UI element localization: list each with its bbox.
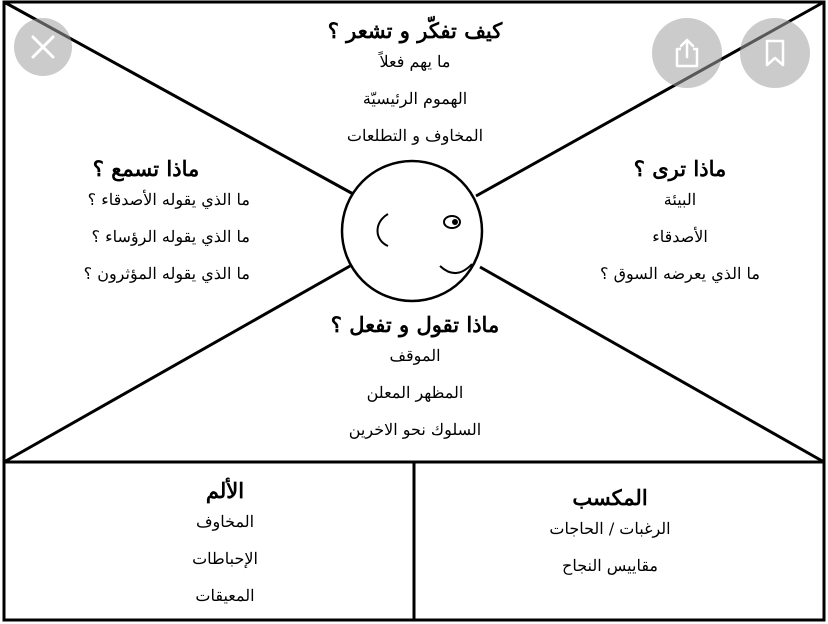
hear-item: ما الذي يقوله الرؤساء ؟ [91, 227, 250, 246]
hear-item: ما الذي يقوله المؤثرون ؟ [83, 264, 250, 283]
pain-section [140, 478, 310, 623]
say-do-item: المظهر المعلن [366, 383, 464, 402]
think-feel-item: الهموم الرئيسيّة [362, 89, 468, 108]
pain-item: المخاوف [195, 512, 255, 531]
say-do-item: الموقف [389, 346, 441, 365]
share-icon [672, 37, 702, 69]
see-section [580, 156, 780, 301]
say-do-title: ماذا تقول و تفعل ؟ [330, 312, 500, 337]
face-circle [342, 161, 482, 301]
see-title: ماذا ترى ؟ [633, 156, 727, 181]
close-icon [30, 34, 56, 60]
see-item: البيئة [663, 190, 697, 209]
hear-section [30, 156, 250, 301]
hear-title: ماذا تسمع ؟ [92, 156, 200, 181]
say-do-item: السلوك نحو الاخرين [348, 420, 482, 439]
think-feel-section [300, 18, 530, 163]
hear-item: ما الذي يقوله الأصدقاء ؟ [87, 190, 250, 209]
think-feel-item: المخاوف و التطلعات [346, 126, 484, 145]
share-button[interactable] [652, 18, 722, 88]
pain-item: المعيقات [195, 586, 255, 605]
gain-item: الرغبات / الحاجات [549, 519, 671, 538]
think-feel-item: ما يهم فعلاً [379, 52, 451, 71]
close-button[interactable] [14, 18, 72, 76]
bookmark-icon [763, 38, 787, 68]
gain-item: مقاييس النجاح [562, 556, 658, 575]
gain-title: المكسب [572, 485, 648, 510]
gain-section [515, 485, 705, 593]
think-feel-title: كيف تفكّر و تشعر ؟ [327, 18, 503, 43]
see-item: الأصدقاء [652, 227, 708, 246]
pain-title: الألم [205, 478, 245, 503]
say-do-section [320, 312, 510, 457]
pain-item: الإحباطات [192, 549, 258, 568]
bookmark-button[interactable] [740, 18, 810, 88]
see-item: ما الذي يعرضه السوق ؟ [600, 264, 760, 283]
face-pupil [452, 219, 458, 225]
